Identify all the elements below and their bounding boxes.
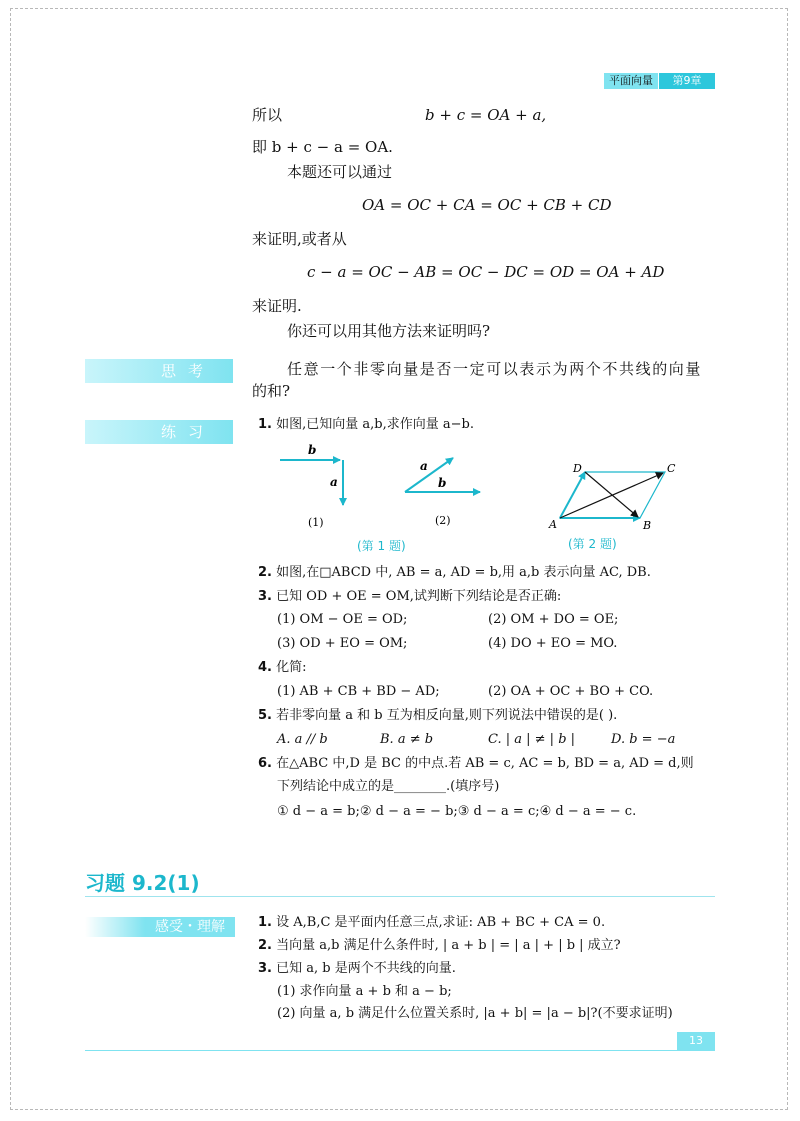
exercise-item-3-num: 3. bbox=[258, 961, 272, 976]
proof-line-8: 你还可以用其他方法来证明吗? bbox=[287, 322, 491, 340]
q5-option-b: B. a ≠ b bbox=[380, 732, 434, 747]
proof-line-5: 来证明,或者从 bbox=[252, 230, 347, 248]
practice-item-6-text: 在△ABC 中,D 是 BC 的中点.若 AB = c, AC = b, BD = a, AD = d,则 bbox=[276, 756, 694, 771]
exercise-q3-sub-1: (1) 求作向量 a + b 和 a − b; bbox=[277, 984, 452, 999]
point-c: C bbox=[667, 462, 676, 475]
proof-line-1-label: 所以 bbox=[252, 106, 283, 124]
practice-item-3-num: 3. bbox=[258, 589, 272, 604]
practice-item-6 bbox=[258, 755, 694, 773]
practice-item-1-text: 如图,已知向量 a,b,求作向量 a−b. bbox=[276, 417, 474, 432]
q5-option-c: C. | a | ≠ | b | bbox=[488, 732, 576, 747]
fig1-sub-1: (1) bbox=[308, 516, 324, 529]
fig1-sub-2: (2) bbox=[435, 514, 451, 527]
point-a: A bbox=[549, 518, 557, 531]
practice-item-5 bbox=[258, 707, 617, 725]
exercise-title: 习题 9.2(1) bbox=[85, 871, 200, 895]
point-d: D bbox=[573, 462, 582, 475]
q4-option-2: (2) OA + OC + BO + CO. bbox=[488, 684, 654, 699]
q5-option-d: D. b = −a bbox=[611, 732, 676, 747]
exercise-item-2-num: 2. bbox=[258, 938, 272, 953]
vector-ac bbox=[560, 473, 663, 518]
q3-option-2: (2) OM + DO = OE; bbox=[488, 612, 619, 627]
vector-ad bbox=[560, 472, 585, 518]
q3-option-1: (1) OM − OE = OD; bbox=[277, 612, 408, 627]
exercise-item-3-text: 已知 a, b 是两个不共线的向量. bbox=[276, 961, 456, 976]
proof-line-6-formula: c − a = OC − AB = OC − DC = OD = OA + AD bbox=[307, 263, 665, 281]
fig2-label-a: a bbox=[420, 459, 428, 473]
page-number: 13 bbox=[677, 1032, 715, 1050]
exercise-q3-sub-2: (2) 向量 a, b 满足什么位置关系时, |a + b| = |a − b|?(不要求证明) bbox=[277, 1006, 673, 1021]
q5-option-a: A. a // b bbox=[277, 732, 328, 747]
figures-area bbox=[270, 440, 690, 555]
practice-item-2-num: 2. bbox=[258, 565, 272, 580]
exercise-label: 感受・理解 bbox=[85, 917, 235, 937]
exercise-item-2 bbox=[258, 937, 621, 955]
q6-line-2: 下列结论中成立的是________.(填序号) bbox=[277, 779, 500, 794]
exercise-item-3 bbox=[258, 960, 456, 978]
vector-db bbox=[585, 472, 638, 517]
practice-item-5-num: 5. bbox=[258, 708, 272, 723]
q3-option-3: (3) OD + EO = OM; bbox=[277, 636, 408, 651]
q6-line-3: ① d − a = b;② d − a = − b;③ d − a = c;④ d − a = − c. bbox=[277, 804, 637, 819]
practice-item-2-text: 如图,在□ABCD 中, AB = a, AD = b,用 a,b 表示向量 AC, DB. bbox=[276, 565, 651, 580]
practice-item-2 bbox=[258, 564, 651, 582]
proof-line-4-formula: OA = OC + CA = OC + CB + CD bbox=[362, 196, 612, 214]
practice-item-5-text: 若非零向量 a 和 b 互为相反向量,则下列说法中错误的是( ). bbox=[276, 708, 618, 723]
q3-option-4: (4) DO + EO = MO. bbox=[488, 636, 618, 651]
point-b: B bbox=[643, 519, 652, 532]
practice-item-4-text: 化简: bbox=[276, 660, 307, 675]
proof-line-3: 本题还可以通过 bbox=[287, 163, 393, 181]
practice-label: 练习 bbox=[85, 420, 233, 444]
practice-item-1 bbox=[258, 416, 474, 434]
proof-line-1-formula: b + c = OA + a, bbox=[425, 106, 547, 124]
practice-item-3 bbox=[258, 588, 561, 606]
exercise-item-1-text: 设 A,B,C 是平面内任意三点,求证: AB + BC + CA = 0. bbox=[276, 915, 606, 930]
practice-item-1-num: 1. bbox=[258, 417, 272, 432]
practice-item-3-text: 已知 OD + OE = OM,试判断下列结论是否正确: bbox=[276, 589, 562, 604]
fig2-caption: (第 2 题) bbox=[568, 537, 617, 551]
exercise-item-2-text: 当向量 a,b 满足什么条件时, | a + b | = | a | + | b | 成立? bbox=[276, 938, 621, 953]
fig2-label-b: b bbox=[438, 476, 447, 490]
exercise-item-1 bbox=[258, 914, 605, 932]
footer-rule bbox=[85, 1050, 715, 1051]
practice-item-6-num: 6. bbox=[258, 756, 272, 771]
think-line-1: 任意一个非零向量是否一定可以表示为两个不共线的向量 bbox=[287, 360, 703, 378]
header-chapter: 第9章 bbox=[659, 73, 715, 89]
fig1-caption: (第 1 题) bbox=[357, 539, 406, 553]
exercise-item-1-num: 1. bbox=[258, 915, 272, 930]
fig1-label-a: a bbox=[330, 475, 338, 489]
practice-item-4-num: 4. bbox=[258, 660, 272, 675]
proof-line-7: 来证明. bbox=[252, 297, 302, 315]
practice-item-4 bbox=[258, 659, 307, 677]
q4-option-1: (1) AB + CB + BD − AD; bbox=[277, 684, 440, 699]
fig1-label-b: b bbox=[308, 443, 317, 457]
proof-line-2: 即 b + c − a = OA. bbox=[252, 138, 393, 156]
header-book-title: 平面向量 bbox=[604, 73, 658, 89]
exercise-title-rule bbox=[85, 896, 715, 897]
think-line-2: 的和? bbox=[252, 382, 291, 400]
think-label: 思考 bbox=[85, 359, 233, 383]
